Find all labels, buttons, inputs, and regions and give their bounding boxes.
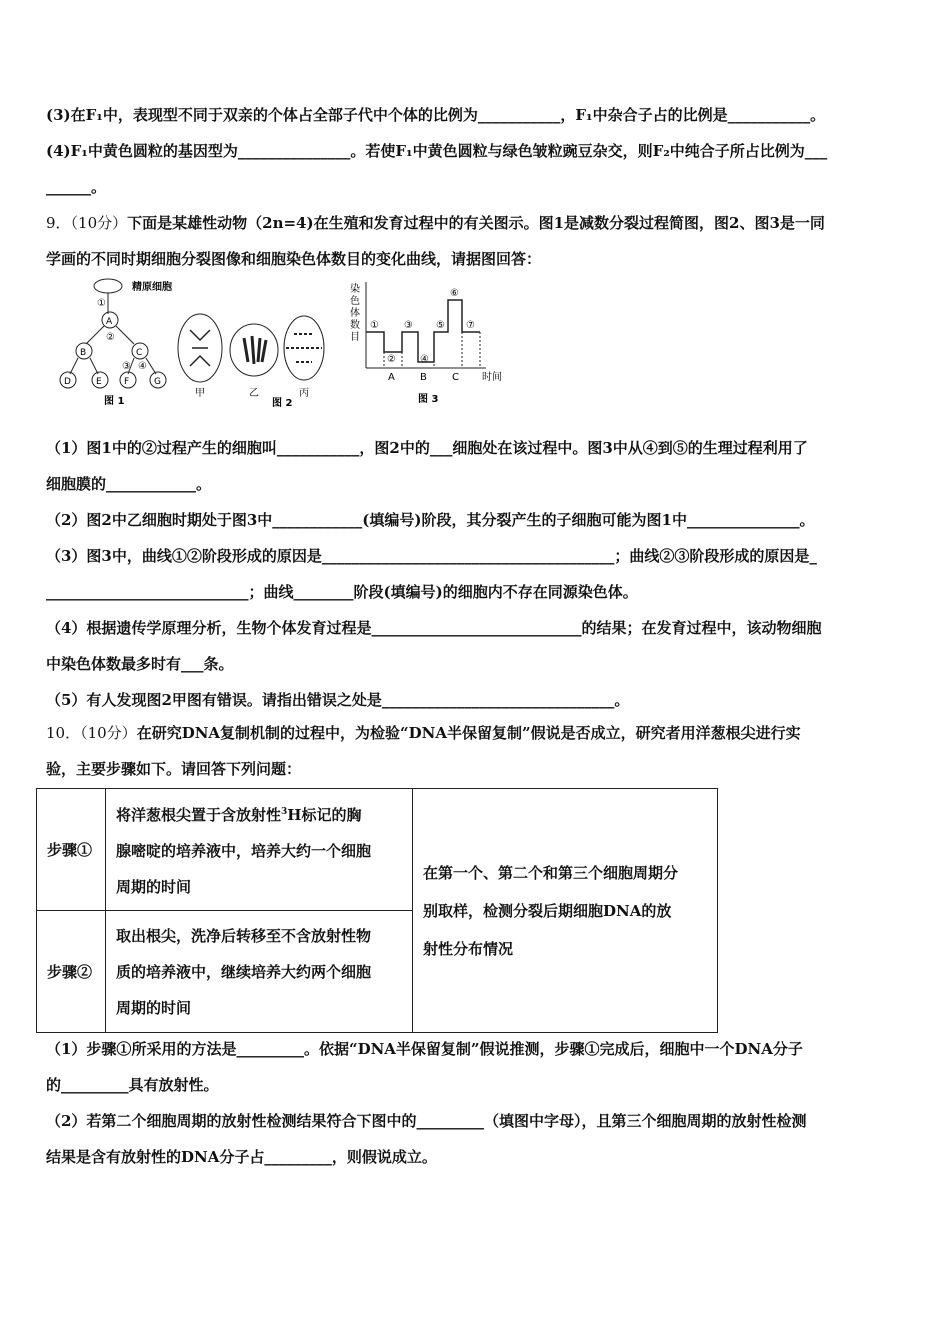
q9-part-4-cont: 中染色体数最多时有___条。 <box>46 655 234 673</box>
label-spermatogonium: 精原细胞 <box>132 282 172 293</box>
sampling-line-1: 在第一个、第二个和第三个细胞周期分 <box>423 863 679 882</box>
label-bing: 丙 <box>299 388 309 399</box>
sampling-line-3: 射性分布情况 <box>423 939 514 958</box>
step-1-line-3: 周期的时间 <box>116 878 192 896</box>
question-9-intro <box>46 212 825 233</box>
y-axis-label-4: 数 <box>350 320 360 331</box>
q10-part-2: （2）若第二个细胞周期的放射性检测结果符合下图中的_________（填图中字母），且第三个细胞周期的放射性检测 <box>46 1112 807 1130</box>
y-axis-label-3: 体 <box>350 308 360 319</box>
step-1-line-1: 将洋葱根尖置于含放射性 <box>116 806 282 824</box>
x-tick-C: C <box>452 372 459 383</box>
step-2-description <box>106 911 413 1033</box>
question-10-number: 10．（10分） <box>46 724 137 742</box>
step-2-line-3: 周期的时间 <box>116 998 192 1017</box>
q10-part-1-cont: 的_________具有放射性。 <box>46 1076 219 1094</box>
label-G: G <box>154 377 161 387</box>
q9-part-1-cont: 细胞膜的____________。 <box>46 475 212 493</box>
question-10-intro <box>46 722 801 743</box>
y-axis-label-5: 目 <box>350 332 360 343</box>
step-2-label: 步骤② <box>37 911 106 1033</box>
step-1-line-2: 腺嘧啶的培养液中，培养大约一个细胞 <box>116 842 372 860</box>
question-10-intro-cont: 验，主要步骤如下。请回答下列问题： <box>46 760 302 778</box>
q9-part-3: （3）图3中，曲线①②阶段形成的原因是_______________________________________；曲线②③阶段形成的原因是_ <box>46 547 817 565</box>
label-F: F <box>124 377 130 387</box>
q9-part-2: （2）图2中乙细胞时期处于图3中____________(填编号)阶段，其分裂产生的子细胞可能为图1中_______________。 <box>46 511 815 529</box>
q9-part-4: （4）根据遗传学原理分析，生物个体发育过程是____________________________的结果；在发育过程中，该动物细胞 <box>46 619 822 637</box>
curve-stage-6: ⑥ <box>450 288 459 299</box>
x-axis-label: 时间 <box>482 372 502 383</box>
sampling-line-2: 别取样，检测分裂后期细胞DNA的放 <box>423 901 672 920</box>
q9-part-5: （5）有人发现图2甲图有错误。请指出错误之处是_______________________________。 <box>46 691 630 709</box>
step-1-superscript: 3 <box>281 807 288 817</box>
q10-part-2-cont: 结果是含有放射性的DNA分子占_________，则假说成立。 <box>46 1148 437 1166</box>
q9-part-1: （1）图1中的②过程产生的细胞叫___________，图2中的___细胞处在该过程中。图3中从④到⑤的生理过程利用了 <box>46 439 808 457</box>
curve-stage-1: ① <box>370 320 379 331</box>
curve-stage-4: ④ <box>420 354 429 365</box>
y-axis-label-2: 色 <box>350 296 360 307</box>
label-B: B <box>80 348 87 358</box>
y-axis-label-1: 染 <box>350 284 360 295</box>
figure-2-caption: 图 2 <box>272 398 293 408</box>
text-line-4: (4)F₁中黄色圆粒的基因型为_______________。若使F₁中黄色圆粒与绿色皱粒豌豆杂交，则F₂中纯合子所占比例为___ <box>46 142 828 160</box>
question-9-number: 9．（10分） <box>46 214 128 232</box>
q10-part-1: （1）步骤①所采用的方法是_________。依据“DNA半保留复制”假说推测，步骤①完成后，细胞中一个DNA分子 <box>46 1040 803 1058</box>
curve-stage-5: ⑤ <box>436 320 445 331</box>
question-9-intro-cont: 学画的不同时期细胞分裂图像和细胞染色体数目的变化曲线，请据图回答： <box>46 250 542 268</box>
curve-stage-2: ② <box>387 354 396 365</box>
figure-1-caption: 图 1 <box>104 396 125 407</box>
question-10-text: 在研究DNA复制机制的过程中，为检验“DNA半保留复制”假说是否成立，研究者用洋葱根尖进行实 <box>136 724 801 742</box>
label-D: D <box>64 377 71 387</box>
step-2-line-2: 质的培养液中，继续培养大约两个细胞 <box>116 962 372 981</box>
label-yi: 乙 <box>249 388 259 399</box>
step-1-label: 步骤① <box>37 789 106 911</box>
label-jia: 甲 <box>195 388 205 399</box>
question-9-text: 下面是某雄性动物（2n=4)在生殖和发育过程中的有关图示。图1是减数分裂过程简图，图2、图3是一同 <box>127 214 825 232</box>
curve-stage-3: ③ <box>404 320 413 331</box>
label-C: C <box>136 348 143 358</box>
figure-3-caption: 图 3 <box>418 394 439 405</box>
label-process-2: ② <box>106 332 115 343</box>
label-process-1: ① <box>97 298 106 309</box>
step-2-line-1: 取出根尖，洗净后转移至不含放射性物 <box>116 926 372 945</box>
x-tick-B: B <box>420 372 427 383</box>
step-1-description <box>106 789 413 911</box>
x-tick-A: A <box>388 372 395 383</box>
sampling-description <box>413 789 718 1033</box>
label-A: A <box>106 317 113 327</box>
text-line-3: (3)在F₁中，表现型不同于双亲的个体占全部子代中个体的比例为___________，F₁中杂合子占的比例是___________。 <box>46 106 826 124</box>
label-E: E <box>96 377 102 387</box>
curve-stage-7: ⑦ <box>466 320 475 331</box>
q9-part-3-cont: ___________________________；曲线________阶段(填编号)的细胞内不存在同源染色体。 <box>46 583 638 601</box>
question-9-figures <box>48 278 518 408</box>
label-process-3: ③ <box>122 361 131 372</box>
steps-table <box>36 788 718 1033</box>
step-1-line-1b: H标记的胸 <box>287 806 362 824</box>
spermatogonium-cell <box>94 279 122 293</box>
text-line-4-cont: ______。 <box>46 178 107 196</box>
label-process-4: ④ <box>138 361 147 372</box>
chromosome-curve <box>366 300 480 362</box>
